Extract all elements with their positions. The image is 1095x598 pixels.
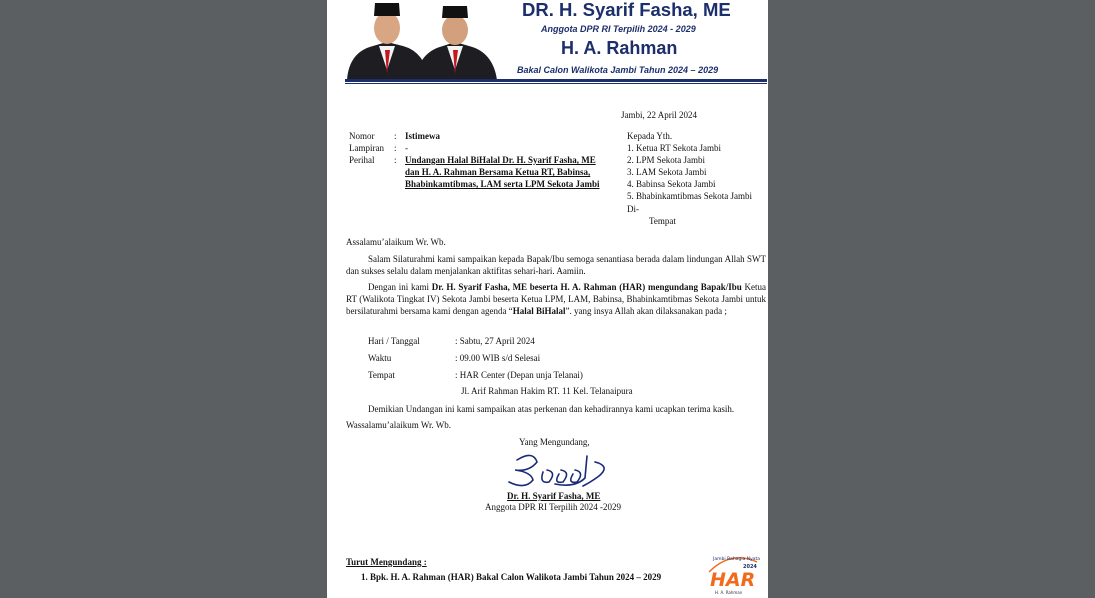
cc-title: Turut Mengundang : bbox=[346, 557, 427, 567]
har-logo bbox=[705, 548, 761, 598]
perihal-line-1: Undangan Halal BiHalal Dr. H. Syarif Fasha, ME bbox=[405, 155, 596, 165]
lampiran-colon: : bbox=[394, 143, 397, 153]
closing-salam: Wassalamu’alaikum Wr. Wb. bbox=[346, 420, 452, 430]
recipient-intro: Kepada Yth. bbox=[627, 131, 673, 141]
header-subtitle-dpr: Anggota DPR RI Terpilih 2024 - 2029 bbox=[541, 24, 696, 34]
har-logo-year: 2024 bbox=[743, 564, 757, 570]
header-name-rahman: H. A. Rahman bbox=[561, 38, 678, 58]
signature-title: Anggota DPR RI Terpilih 2024 -2029 bbox=[485, 502, 621, 512]
nomor-label: Nomor bbox=[349, 131, 375, 141]
event-alamat: Jl. Arif Rahman Hakim RT. 11 Kel. Telanaipura bbox=[461, 386, 633, 396]
recipient-di: Di- bbox=[627, 204, 639, 214]
header-rule-thin bbox=[345, 83, 767, 84]
perihal-line-3: Bhabinkamtibmas, LAM serta LPM Sekota Jambi bbox=[405, 179, 600, 189]
signature-scribble bbox=[503, 448, 613, 490]
nomor-value: Istimewa bbox=[405, 131, 440, 141]
har-logo-text: HAR bbox=[710, 569, 756, 591]
header-photo bbox=[343, 0, 511, 80]
har-logo-arc-text: Jambi Bahagia Nyata bbox=[713, 557, 761, 562]
cc-item: 1. Bpk. H. A. Rahman (HAR) Bakal Calon Walikota Jambi Tahun 2024 – 2029 bbox=[361, 572, 662, 582]
event-waktu-value: : 09.00 WIB s/d Selesai bbox=[455, 353, 541, 363]
paragraph-undangan-b: Ketua RT (Walikota Tingkat IV) Sekota Jambi beserta Ketua LPM, LAM, Babinsa, Bhabinkamtibmas Sekota Jambi untuk bersilaturahmi bersama kami dengan agenda “ bbox=[346, 282, 766, 317]
paragraph-salam bbox=[346, 253, 766, 277]
recipient-item: 1. Ketua RT Sekota Jambi bbox=[627, 143, 722, 153]
event-tempat-label: Tempat bbox=[368, 370, 395, 380]
closing-paragraph: Demikian Undangan ini kami sampaikan atas perkenan dan kehadirannya kami ucapkan terima kasih. bbox=[368, 404, 735, 414]
recipient-item: 2. LPM Sekota Jambi bbox=[627, 155, 705, 165]
greeting: Assalamu’alaikum Wr. Wb. bbox=[346, 237, 446, 247]
har-logo-caption: H. A. Rahman bbox=[715, 590, 743, 595]
perihal-line-2: dan H. A. Rahman Bersama Ketua RT, Babinsa, bbox=[405, 167, 591, 177]
paragraph-salam-text: Salam Silaturahmi kami sampaikan kepada Bapak/Ibu semoga senantiasa berada dalam lindungan Allah SWT dan sukses selalu dalam menjalankan aktifitas sehari-hari. Aamiin. bbox=[346, 254, 766, 277]
event-hari-value: : Sabtu, 27 April 2024 bbox=[455, 336, 535, 346]
person-left bbox=[347, 3, 429, 80]
recipient-item: 4. Babinsa Sekota Jambi bbox=[627, 179, 716, 189]
signature-intro: Yang Mengundang, bbox=[519, 437, 590, 447]
nomor-colon: : bbox=[394, 131, 397, 141]
recipient-tempat: Tempat bbox=[649, 216, 676, 226]
header-rule-thick bbox=[345, 79, 767, 82]
header-name-fasha: DR. H. Syarif Fasha, ME bbox=[522, 0, 731, 20]
paragraph-undangan bbox=[346, 281, 766, 318]
recipient-item: 5. Bhabinkamtibmas Sekota Jambi bbox=[627, 191, 752, 201]
event-hari-label: Hari / Tanggal bbox=[368, 336, 420, 346]
perihal-colon: : bbox=[394, 155, 397, 165]
paragraph-undangan-a: Dengan ini kami bbox=[368, 282, 432, 292]
event-waktu-label: Waktu bbox=[368, 353, 392, 363]
perihal-label: Perihal bbox=[349, 155, 375, 165]
header-subtitle-walikota: Bakal Calon Walikota Jambi Tahun 2024 – 2029 bbox=[517, 65, 719, 75]
letter-page bbox=[327, 0, 768, 598]
paragraph-undangan-bold2: Halal BiHalal bbox=[512, 306, 566, 317]
lampiran-value: - bbox=[405, 143, 408, 153]
paragraph-undangan-c: ”. yang insya Allah akan dilaksanakan pada ; bbox=[565, 306, 727, 317]
paragraph-undangan-bold: Dr. H. Syarif Fasha, ME beserta H. A. Rahman (HAR) mengundang Bapak/Ibu bbox=[431, 282, 742, 292]
recipient-item: 3. LAM Sekota Jambi bbox=[627, 167, 707, 177]
event-tempat-value: : HAR Center (Depan unja Telanai) bbox=[455, 370, 583, 380]
lampiran-label: Lampiran bbox=[349, 143, 384, 153]
letter-date: Jambi, 22 April 2024 bbox=[621, 110, 697, 120]
signature-name: Dr. H. Syarif Fasha, ME bbox=[507, 491, 601, 501]
person-right bbox=[415, 6, 497, 80]
